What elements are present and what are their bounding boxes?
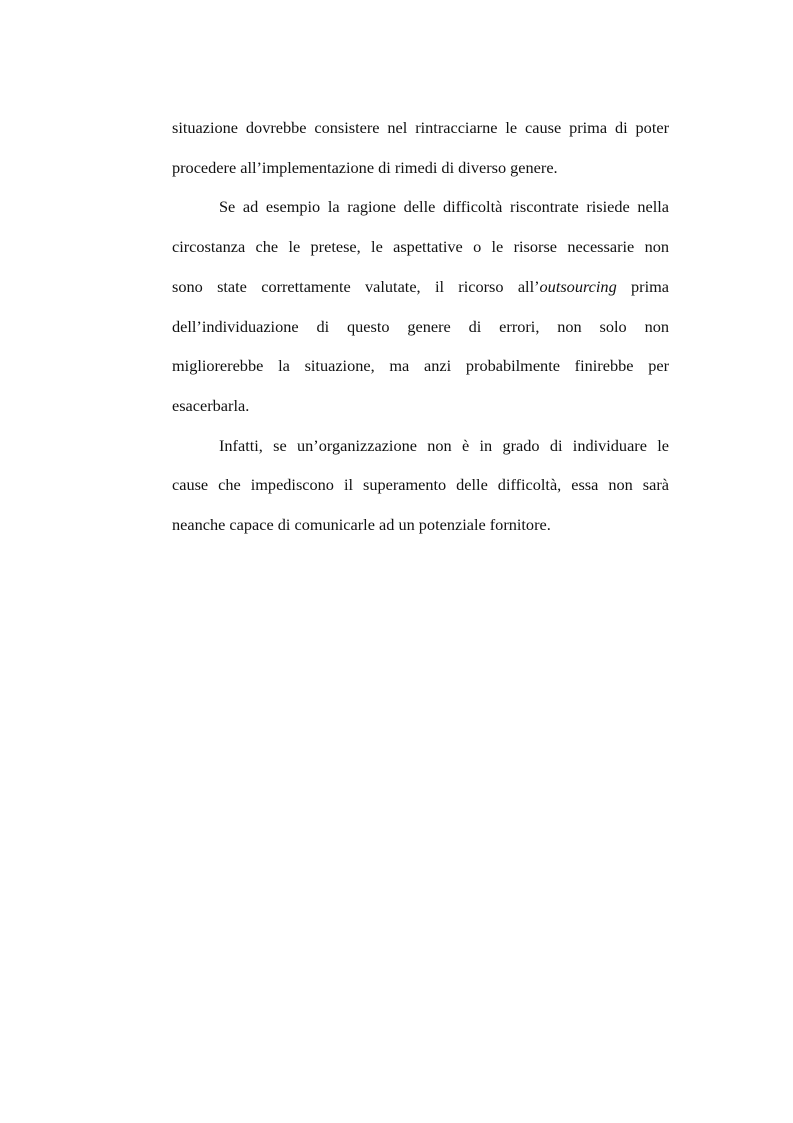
text-line: dell’individuazione di questo genere di errori, non solo non <box>172 316 669 336</box>
text-line: cause che impediscono il superamento delle difficoltà, essa non sarà <box>172 475 669 495</box>
text-line: esacerbarla. <box>172 395 250 415</box>
text-segment: prima <box>616 276 670 296</box>
text-line: circostanza che le pretese, le aspettative o le risorse necessarie non <box>172 237 669 257</box>
text-segment: sono state correttamente valutate, il ricorso all’ <box>172 276 540 296</box>
text-line: neanche capace di comunicarle ad un potenziale fornitore. <box>172 515 551 535</box>
text-line: situazione dovrebbe consistere nel rintracciarne le cause prima di poter <box>172 118 669 137</box>
paragraph-1 <box>172 108 669 187</box>
text-line: Se ad esempio la ragione delle difficoltà riscontrate risiede nella <box>219 197 669 217</box>
paragraph-2 <box>172 187 669 425</box>
italic-term: outsourcing <box>539 276 617 296</box>
paragraph-3 <box>172 426 669 545</box>
document-page-body <box>172 108 669 545</box>
text-line: Infatti, se un’organizzazione non è in grado di individuare le <box>219 435 669 455</box>
text-line: procedere all’implementazione di rimedi di diverso genere. <box>172 157 558 177</box>
text-line: migliorerebbe la situazione, ma anzi probabilmente finirebbe per <box>172 356 669 376</box>
text-line-with-italic <box>172 267 669 307</box>
